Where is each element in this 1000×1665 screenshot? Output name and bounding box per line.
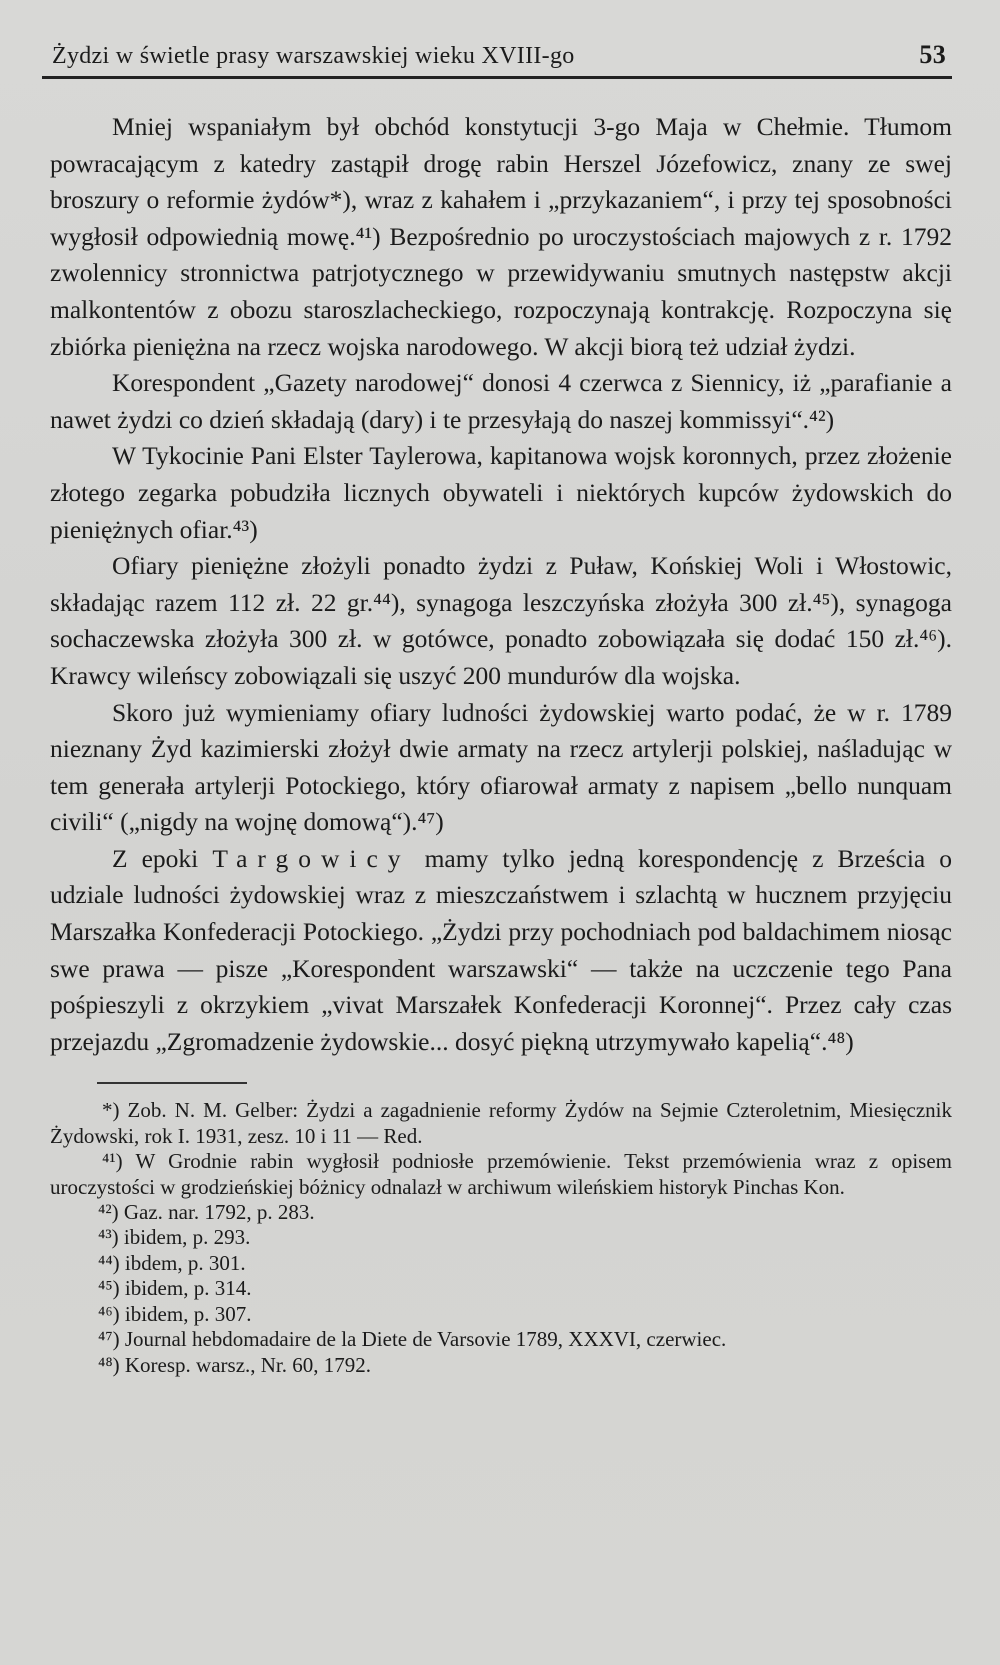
footnote-41: ⁴¹) W Grodnie rabin wygłosił podniosłe przemówienie. Tekst przemówienia wraz z opisem uroczystości w grodzieńskiej bóżnicy odnalazł w archiwum wileńskiem historyk Pinchas Kon. xyxy=(50,1149,952,1199)
paragraph-targowica xyxy=(50,841,952,1061)
body-text xyxy=(42,109,952,1060)
paragraph-siennica: Korespondent „Gazety narodowej“ donosi 4 czerwca z Siennicy, iż „parafianie a nawet żydzi co dzień składają (dary) i te przesyłają do naszej kommissyi“.⁴²) xyxy=(50,368,952,434)
footnote-43: ⁴³) ibidem, p. 293. xyxy=(98,1225,251,1250)
targowica-lead: Z epoki xyxy=(112,843,199,873)
footnote-list xyxy=(50,1200,952,1378)
footnote-48: ⁴⁸) Koresp. warsz., Nr. 60, 1792. xyxy=(98,1352,372,1377)
footnote-45: ⁴⁵) ibidem, p. 314. xyxy=(98,1276,252,1301)
paragraph-tykocin: W Tykocinie Pani Elster Taylerowa, kapitanowa wojsk koronnych, przez złożenie złotego zegarka pobudziła licznych obywateli i niektórych kupców żydowskich do pieniężnych ofiar.⁴³) xyxy=(50,441,952,544)
footnote-46: ⁴⁶) ibidem, p. 307. xyxy=(98,1301,252,1326)
targowica-spaced-word: Targowicy xyxy=(212,843,411,873)
paragraph-chelm: Mniej wspaniałym był obchód konstytucji 3-go Maja w Chełmie. Tłumom powracającym z katedry zastąpił drogę rabin Herszel Józefowicz, znany ze swej broszury o reformie żydów*), wraz z kahałem i „przykazaniem“, i przy tej sposobności wygłosił odpowiednią mowę.⁴¹) Bezpośrednio po uroczystościach majowych z r. 1792 zwolennicy stronnictwa patrjotycznego w przewidywaniu smutnych następstw akcji malkontentów z obozu staroszlacheckiego, rozpoczynają kontrakcję. Rozpoczyna się zbiórka pieniężna na rzecz wojska narodowego. W akcji biorą też udział żydzi. xyxy=(50,112,952,361)
footnote-separator xyxy=(97,1082,247,1084)
page-number: 53 xyxy=(919,40,946,69)
footnotes xyxy=(42,1098,952,1377)
footnote-47: ⁴⁷) Journal hebdomadaire de la Diete de Varsovie 1789, XXXVI, czerwiec. xyxy=(98,1327,727,1352)
running-title: Żydzi w świetle prasy warszawskiej wieku XVIII-go xyxy=(52,43,575,69)
footnote-44: ⁴⁴) ibdem, p. 301. xyxy=(98,1250,246,1275)
paragraph-donations: Ofiary pieniężne złożyli ponadto żydzi z Puław, Końskiej Woli i Włostowic, składając razem 112 zł. 22 gr.⁴⁴), synagoga leszczyńska złożyła 300 zł.⁴⁵), synagoga sochaczewska złożyła 300 zł. w gotówce, ponadto zobowiązała się dodać 150 zł.⁴⁶). Krawcy wileńscy zobowiązali się uszyć 200 mundurów dla wojska. xyxy=(50,551,952,690)
targowica-rest: mamy tylko jedną korespondencję z Brześcia o udziale ludności żydowskiej wraz z mieszczaństwem i szlachtą w hucznem przyjęciu Marszałka Konfederacji Potockiego. „Żydzi przy pochodniach pod baldachimem niosąc swe prawa — pisze „Korespondent warszawski“ — także na uczczenie tego Pana pośpieszyli z okrzykiem „vivat Marszałek Konfederacji Koronnej“. Przez cały czas przejazdu „Zgromadzenie żydowskie... dosyć piękną utrzymywało kapelią“.⁴⁸) xyxy=(50,843,953,1056)
footnote-42: ⁴²) Gaz. nar. 1792, p. 283. xyxy=(98,1200,315,1225)
footnote-star: *) Zob. N. M. Gelber: Żydzi a zagadnienie reformy Żydów na Sejmie Czteroletnim, Miesięcznik Żydowski, rok I. 1931, zesz. 10 i 11 — Red. xyxy=(50,1098,952,1148)
running-head xyxy=(42,40,952,79)
paragraph-cannons: Skoro już wymieniamy ofiary ludności żydowskiej warto podać, że w r. 1789 nieznany Żyd kazimierski złożył dwie armaty na rzecz artylerji polskiej, naśladując w tem generała artylerji Potockiego, który ofiarował armaty z napisem „bello nunquam civili“ („nigdy na wojnę domową“).⁴⁷) xyxy=(50,697,952,837)
